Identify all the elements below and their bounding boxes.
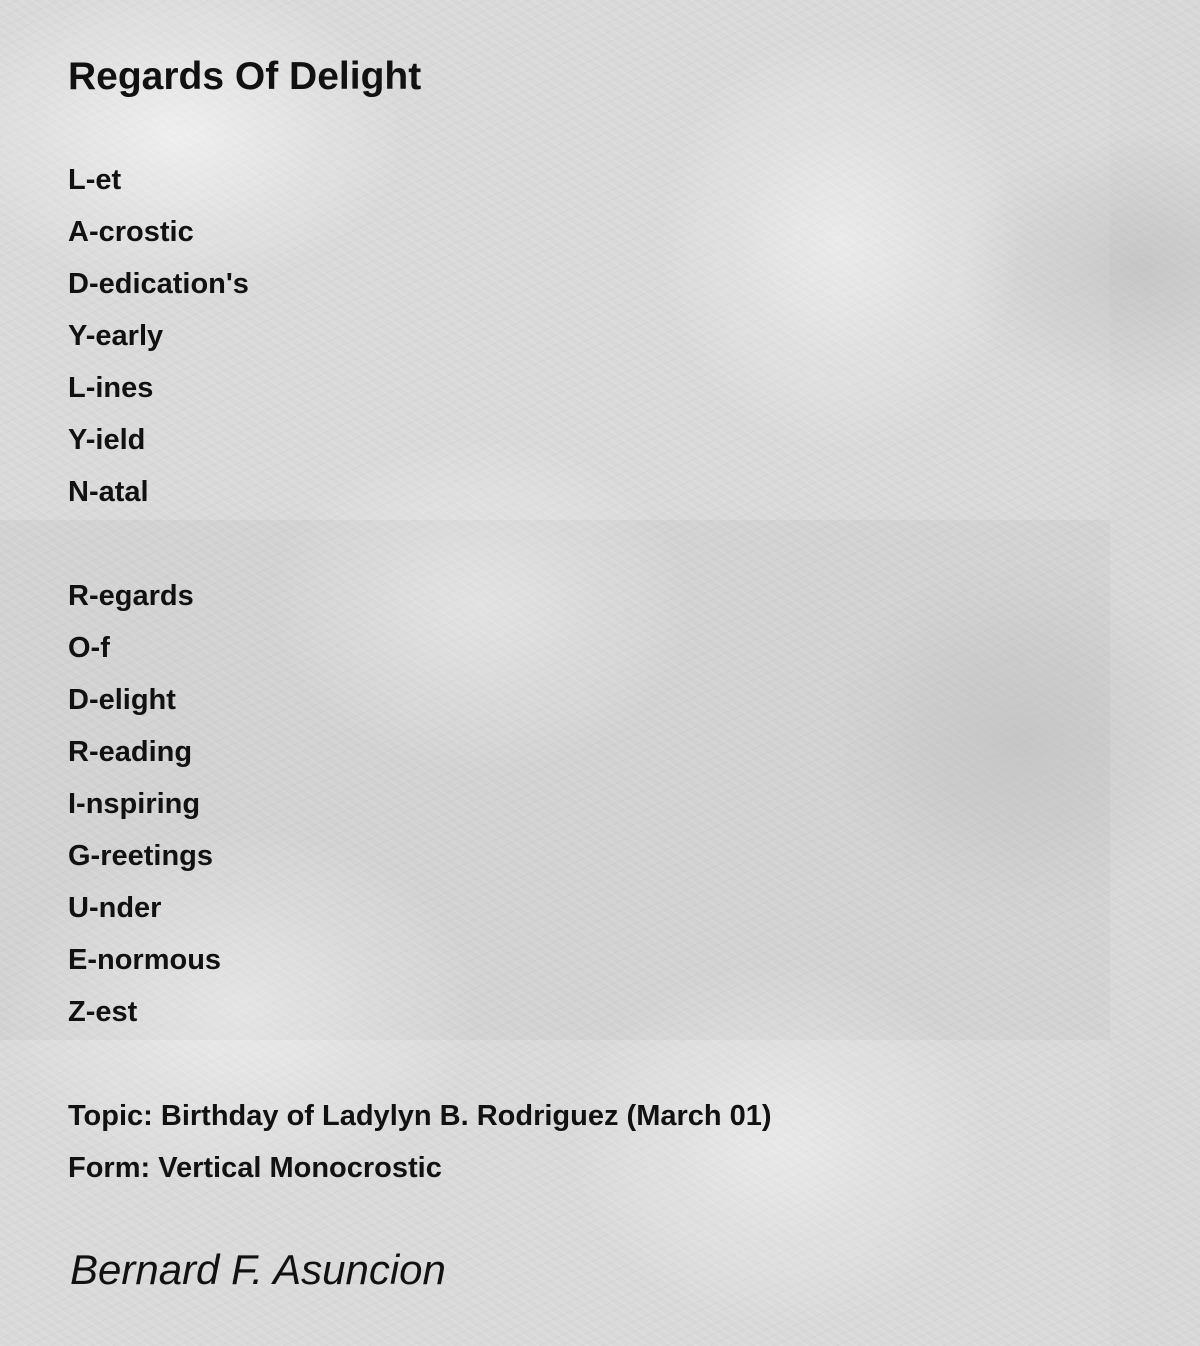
poem-line: N-atal: [68, 476, 149, 508]
poem-title: Regards Of Delight: [68, 55, 422, 98]
poem-line: E-normous: [68, 944, 222, 976]
poem-line: U-nder: [68, 892, 162, 924]
topic-note: Topic: Birthday of Ladylyn B. Rodriguez (March 01): [68, 1100, 772, 1132]
poem-notes: [68, 1090, 772, 1194]
poem-line: O-f: [68, 632, 110, 664]
poem-line: Y-ield: [68, 424, 146, 456]
form-note: Form: Vertical Monocrostic: [68, 1152, 442, 1184]
poem-line: D-elight: [68, 684, 176, 716]
poem-line: D-edication's: [68, 268, 249, 300]
poem-line: R-egards: [68, 580, 194, 612]
poem-line: A-crostic: [68, 216, 194, 248]
poem-line: Z-est: [68, 996, 138, 1028]
poem-line: L-ines: [68, 372, 154, 404]
author-name[interactable]: Bernard F. Asuncion: [70, 1246, 446, 1293]
poem-line: L-et: [68, 164, 122, 196]
poem-line: I-nspiring: [68, 788, 201, 820]
poem-line: G-reetings: [68, 840, 214, 872]
stanza: [68, 154, 249, 518]
poem-line: R-eading: [68, 736, 193, 768]
poem-line: Y-early: [68, 320, 164, 352]
stanza: [68, 570, 221, 1038]
